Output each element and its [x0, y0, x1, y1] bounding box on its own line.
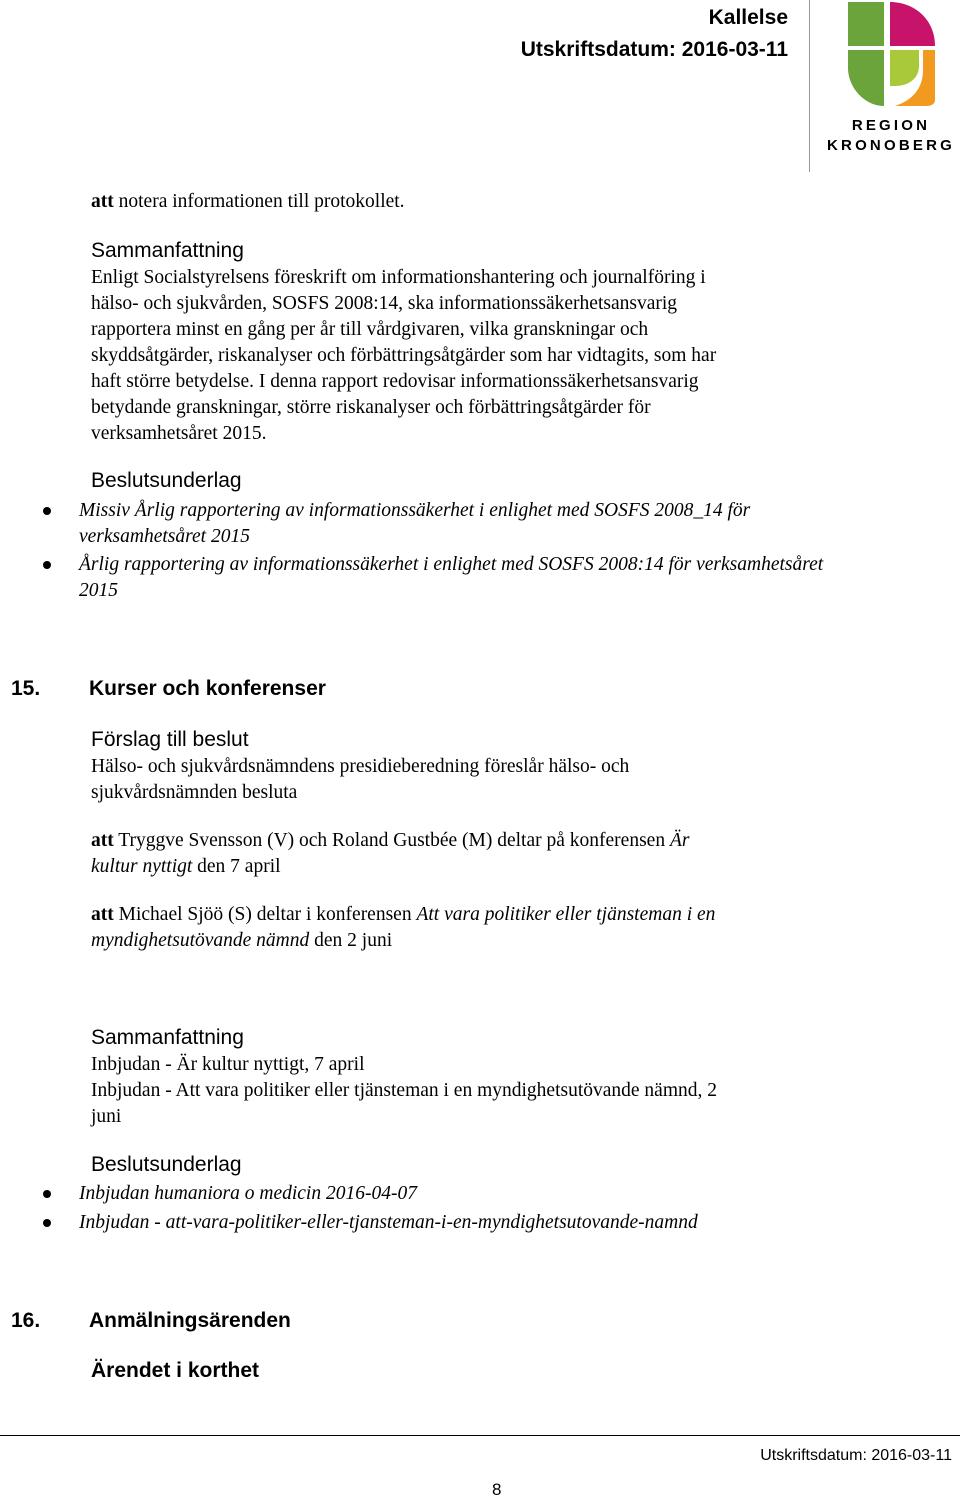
summary-line: hälso- och sjukvården, SOSFS 2008:14, ska informationssäkerhetsansvarig	[91, 293, 678, 314]
decision-text: den 2 juni	[309, 930, 393, 951]
basis-line: 2015	[79, 580, 118, 601]
proposal-line: Hälso- och sjukvårdsnämndens presidieberedning föreslår hälso- och	[91, 756, 630, 777]
basis-line: Inbjudan humaniora o medicin 2016-04-07	[79, 1183, 417, 1204]
footer-print-date: Utskriftsdatum: 2016-03-11	[760, 1447, 952, 1464]
item14-basis-heading: Beslutsunderlag	[91, 469, 242, 492]
conference-title: Att vara politiker eller tjänsteman i en	[416, 904, 716, 925]
item15-proposal-body	[91, 754, 811, 806]
logo-lightgreen-leaf	[890, 50, 919, 86]
footer-divider	[0, 1435, 960, 1436]
item15-summary-body	[91, 1052, 811, 1130]
summary-line: skyddsåtgärder, riskanalyser och förbättringsåtgärder som har vidtagits, som har	[91, 345, 717, 366]
bullet-icon	[43, 561, 51, 569]
basis-line: Missiv Årlig rapportering av informationssäkerhet i enlighet med SOSFS 2008_14 för	[79, 500, 751, 521]
item14-basis-list	[79, 498, 839, 604]
summary-line: verksamhetsåret 2015.	[91, 423, 267, 444]
item15-decision-1	[91, 828, 811, 880]
conference-title: myndighetsutövande nämnd	[91, 930, 310, 951]
logo-wordmark	[826, 116, 956, 156]
bullet-icon	[43, 1219, 51, 1227]
basis-line: Inbjudan - att-vara-politiker-eller-tjansteman-i-en-myndighetsutovande-namnd	[79, 1212, 698, 1233]
bullet-icon	[43, 507, 51, 515]
item15-proposal-heading: Förslag till beslut	[91, 728, 249, 751]
item14-summary-body	[91, 265, 811, 447]
header-divider	[809, 0, 810, 172]
summary-line: betydande granskningar, större riskanalyser och förbättringsåtgärder för	[91, 397, 651, 418]
logo-line-region: REGION	[851, 117, 931, 134]
decision-text: Tryggve Svensson (V) och Roland Gustbée (M) deltar på konferensen	[113, 830, 670, 851]
basis-line: Årlig rapportering av informationssäkerhet i enlighet med SOSFS 2008:14 för verksamhetsåret	[79, 554, 824, 575]
summary-line: Inbjudan - Att vara politiker eller tjänsteman i en myndighetsutövande nämnd, 2	[91, 1080, 718, 1101]
logo-green-block	[848, 2, 884, 46]
list-item	[79, 1181, 839, 1207]
page-number: 8	[492, 1480, 502, 1499]
conference-title: kultur nyttigt	[91, 856, 193, 877]
list-item	[79, 552, 839, 604]
summary-line: rapportera minst en gång per år till vårdgivaren, vilka granskningar och	[91, 319, 649, 340]
decision-text: Michael Sjöö (S) deltar i konferensen	[113, 904, 417, 925]
decision-keyword: att	[91, 830, 114, 851]
summary-line: juni	[91, 1106, 122, 1127]
item16-brief-heading: Ärendet i korthet	[91, 1359, 260, 1382]
item14-summary-heading: Sammanfattning	[91, 239, 244, 262]
item15-decision-2	[91, 902, 811, 954]
logo-green-leaf	[848, 50, 884, 106]
conference-title: Är	[669, 830, 690, 851]
list-item	[79, 498, 839, 550]
logo-line-kronoberg: KRONOBERG	[827, 137, 955, 154]
summary-line: Inbjudan - Är kultur nyttigt, 7 april	[91, 1054, 365, 1075]
bullet-icon	[43, 1190, 51, 1198]
proposal-line: sjukvårdsnämnden besluta	[91, 782, 298, 803]
item15-basis-heading: Beslutsunderlag	[91, 1153, 242, 1176]
item15-title: Kurser och konferenser	[89, 677, 326, 700]
item16-number: 16.	[11, 1309, 41, 1332]
item15-number: 15.	[11, 677, 41, 700]
item16-title: Anmälningsärenden	[89, 1309, 291, 1332]
logo-magenta-leaf	[890, 2, 935, 46]
item14-decision	[91, 189, 405, 215]
basis-line: verksamhetsåret 2015	[79, 526, 250, 547]
list-item	[79, 1210, 839, 1236]
decision-text: den 7 april	[192, 856, 281, 877]
item15-basis-list	[79, 1181, 839, 1236]
item15-summary-heading: Sammanfattning	[91, 1026, 244, 1049]
summary-line: Enligt Socialstyrelsens föreskrift om informationshantering och journalföring i	[91, 267, 706, 288]
decision-keyword: att	[91, 191, 114, 212]
summary-line: haft större betydelse. I denna rapport redovisar informationssäkerhetsansvarig	[91, 371, 699, 392]
region-kronoberg-logo-icon	[843, 0, 938, 112]
header-print-date: Utskriftsdatum: 2016-03-11	[520, 38, 788, 61]
decision-text: notera informationen till protokollet.	[113, 191, 405, 212]
decision-keyword: att	[91, 904, 114, 925]
document-type-label: Kallelse	[708, 6, 788, 29]
